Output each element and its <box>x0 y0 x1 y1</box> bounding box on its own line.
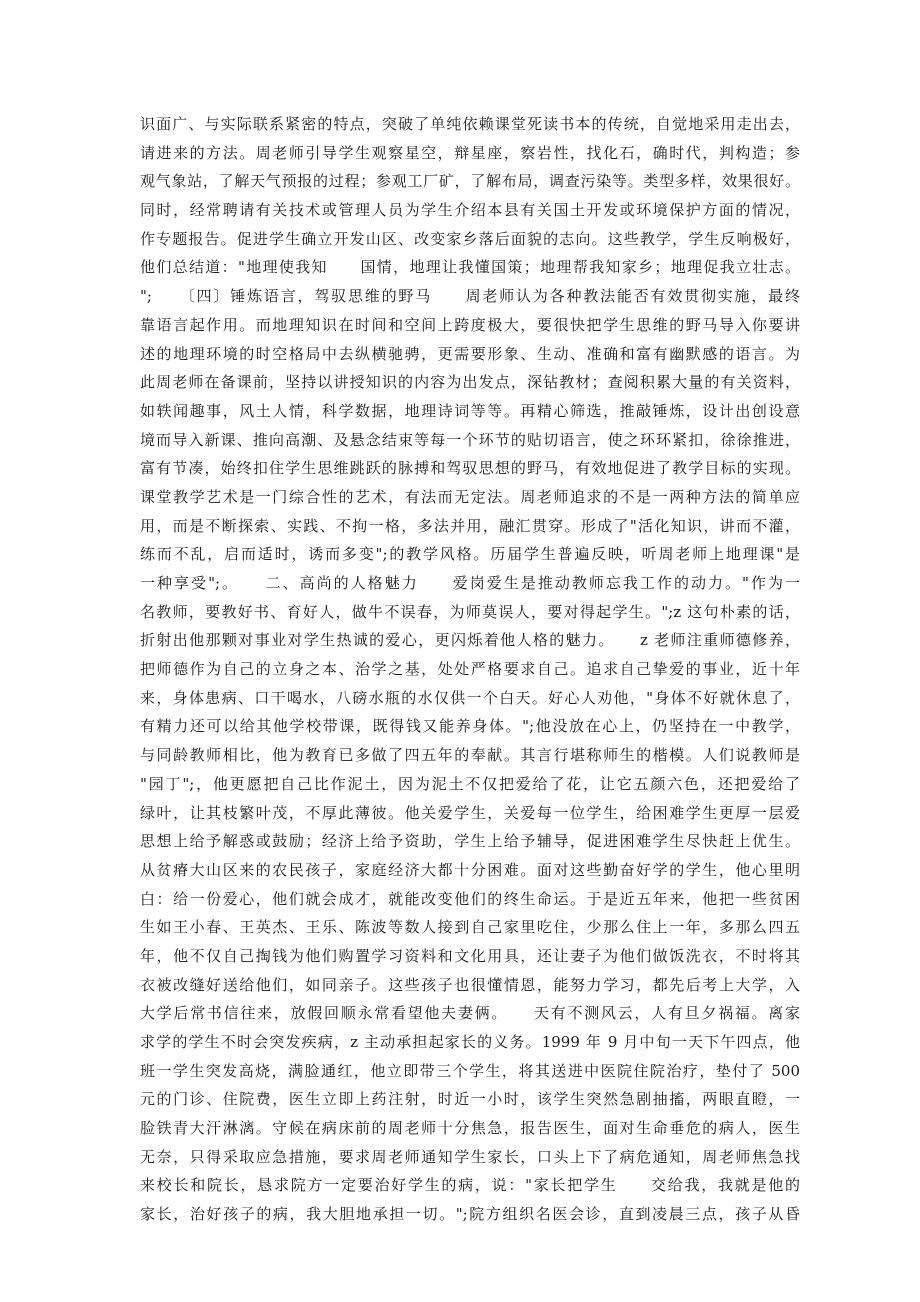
body-text <box>140 110 800 1229</box>
text-line: 白：给一份爱心，他们就会成才，就能改变他们的终生命运。于是近五年来，他把一些贫困 <box>140 889 800 908</box>
text-line: 元的门诊、住院费，医生立即上药注射，时近一小时，该学生突然急剧抽搐，两眼直瞪，一 <box>140 1090 800 1109</box>
text-line: 识面广、与实际联系紧密的特点，突破了单纯依赖课堂死读书本的传统，自觉地采用走出去， <box>140 115 800 133</box>
text-line: 请进来的方法。周老师引导学生观察星空，辩星座，察岩性，找化石，确时代，判构造；参 <box>140 143 800 162</box>
text-line: 来校长和院长，恳求院方一定要治好学生的病，说："家长把学生 交给我，我就是他的 <box>140 1176 800 1195</box>
text-line: 境而导入新课、推向高潮、及悬念结束等每一个环节的贴切语言，使之环环紧扣，徐徐推进， <box>140 430 800 449</box>
text-line: 作专题报告。促进学生确立开发山区、改变家乡落后面貌的志向。这些教学，学生反响极好， <box>140 229 800 248</box>
text-line: 观气象站，了解天气预报的过程；参观工厂矿，了解布局，调查污染等。类型多样，效果很好。 <box>140 172 800 191</box>
text-line: "园丁";，他更愿把自己比作泥土，因为泥土不仅把爱给了花，让它五颜六色，还把爱给了 <box>140 774 800 793</box>
text-line: 同时，经常聘请有关技术或管理人员为学生介绍本县有关国土开发或环境保护方面的情况， <box>140 201 800 220</box>
text-line: 生如王小春、王英杰、王乐、陈波等数人接到自己家里吃住，少那么住上一年，多那么四五 <box>140 918 800 937</box>
text-line: 年，他不仅自己掏钱为他们购置学习资料和文化用具，还让妻子为他们做饭洗衣，不时将其 <box>140 946 800 965</box>
text-line: 班一学生突发高烧，满脸通红，他立即带三个学生，将其送进中医院住院治疗，垫付了 500 <box>140 1061 800 1080</box>
text-line: 把师德作为自己的立身之本、治学之基，处处严格要求自己。追求自己挚爱的事业，近十年 <box>140 660 800 679</box>
text-line: 无奈，只得采取应急措施，要求周老师通知学生家长，口头上下了病危通知，周老师焦急找 <box>140 1147 800 1166</box>
text-line: 此周老师在备课前，坚持以讲授知识的内容为出发点，深钻教材；查阅积累大量的有关资料， <box>140 373 800 392</box>
text-line: 与同龄教师相比，他为教育已多做了四五年的奉献。其言行堪称师生的楷模。人们说教师是 <box>140 746 800 765</box>
text-line: 靠语言起作用。而地理知识在时间和空间上跨度极大，要很快把学生思维的野马导入你要讲 <box>140 315 800 334</box>
text-line: 从贫瘠大山区来的农民孩子，家庭经济大都十分困难。面对这些勤奋好学的学生，他心里明 <box>140 860 800 879</box>
text-line: 如轶闻趣事，风土人情，科学数据，地理诗词等等。再精心筛选，推敲锤炼，设计出创设意 <box>140 401 800 420</box>
text-line: 大学后常书信往来，放假回顺永常看望他夫妻俩。 天有不测风云，人有旦夕祸福。离家 <box>140 1004 800 1023</box>
text-line: 练而不乱，启而适时，诱而多变";的教学风格。历届学生普遍反映，听周老师上地理课"是 <box>140 545 800 564</box>
text-line: 脸铁青大汗淋漓。守候在病床前的周老师十分焦急，报告医生，面对生命垂危的病人，医生 <box>140 1119 800 1138</box>
text-line: 衣被改缝好送给他们，如同亲子。这些孩子也很懂情恩，能努力学习，都先后考上大学，入 <box>140 975 800 994</box>
text-line: 课堂教学艺术是一门综合性的艺术，有法而无定法。周老师追求的不是一两种方法的简单应 <box>140 487 800 506</box>
text-line: 富有节凑，始终扣住学生思维跳跃的脉搏和驾驭思想的野马，有效地促进了教学目标的实现。 <box>140 459 800 478</box>
text-line: "; 〔四〕锤炼语言，驾驭思维的野马 周老师认为各种教法能否有效贯彻实施，最终 <box>140 287 800 306</box>
text-line: 求学的学生不时会突发疾病，z 主动承担起家长的义务。1999 年 9 月中旬一天下午四点，他 <box>140 1033 800 1051</box>
text-line: 他们总结道："地理使我知 国情，地理让我懂国策；地理帮我知家乡；地理促我立壮志。 <box>140 258 800 277</box>
text-line: 名教师，要教好书、育好人，做牛不误春，为师莫误人，要对得起学生。";z 这句朴素的话， <box>140 602 800 621</box>
text-line: 用，而是不断探索、实践、不拘一格，多法并用，融汇贯穿。形成了"活化知识，讲而不灌， <box>140 516 800 535</box>
text-line: 来，身体患病、口干喝水，八磅水瓶的水仅供一个白天。好心人劝他，"身体不好就休息了， <box>140 688 800 707</box>
text-line: 绿叶，让其枝繁叶茂，不厚此薄彼。他关爱学生，关爱每一位学生，给困难学生更厚一层爱 <box>140 803 800 822</box>
text-line: 折射出他那颗对事业对学生热诚的爱心，更闪烁着他人格的魅力。 z 老师注重师德修养， <box>140 631 800 650</box>
text-line: 家长，治好孩子的病，我大胆地承担一切。";院方组织名医会诊，直到凌晨三点，孩子从昏 <box>140 1205 800 1224</box>
text-line: 有精力还可以给其他学校带课，既得钱又能养身体。";他没放在心上，仍坚持在一中教学， <box>140 717 800 736</box>
text-line: 思想上给予解惑或鼓励；经济上给予资助，学生上给予辅导，促进困难学生尽快赶上优生。 <box>140 832 800 851</box>
text-line: 一种享受";。 二、高尚的人格魅力 爱岗爱生是推动教师忘我工作的动力。"作为一 <box>140 574 800 592</box>
text-line: 述的地理环境的时空格局中去纵横驰骋，更需要形象、生动、准确和富有幽默感的语言。为 <box>140 344 800 363</box>
